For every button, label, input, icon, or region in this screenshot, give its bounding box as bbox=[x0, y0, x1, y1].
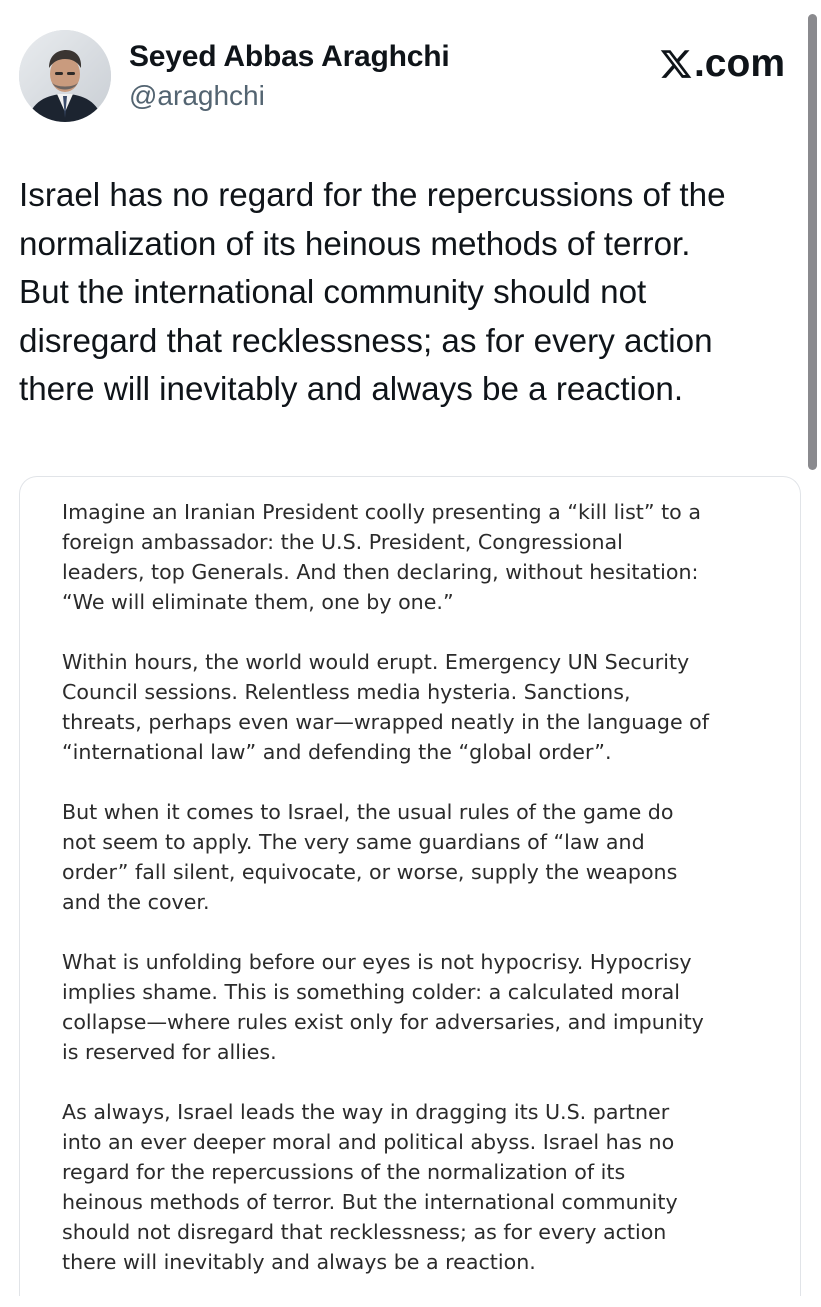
statement-line: leaders, top Generals. And then declaring, without hesitation: bbox=[62, 560, 699, 584]
post-text-line: disregard that recklessness; as for every action bbox=[19, 322, 713, 360]
statement-line: Imagine an Iranian President coolly presenting a “kill list” to a bbox=[62, 500, 701, 524]
profile-photo-icon bbox=[19, 30, 111, 122]
statement-line: “international law” and defending the “global order”. bbox=[62, 740, 612, 764]
site-brand bbox=[659, 42, 785, 86]
author-display-name[interactable]: Seyed Abbas Araghchi bbox=[129, 40, 450, 73]
statement-paragraph bbox=[62, 647, 792, 767]
statement-line: into an ever deeper moral and political abyss. Israel has no bbox=[62, 1130, 675, 1154]
statement-line: regard for the repercussions of the normalization of its bbox=[62, 1160, 626, 1184]
statement-line: Within hours, the world would erupt. Emergency UN Security bbox=[62, 650, 690, 674]
brand-domain-label: .com bbox=[693, 42, 785, 85]
statement-line: and the cover. bbox=[62, 890, 210, 914]
statement-line: is reserved for allies. bbox=[62, 1040, 277, 1064]
scrollbar[interactable] bbox=[808, 14, 817, 470]
statement-line: “We will eliminate them, one by one.” bbox=[62, 590, 454, 614]
statement-line: order” fall silent, equivocate, or worse, supply the weapons bbox=[62, 860, 678, 884]
statement-line: But when it comes to Israel, the usual rules of the game do bbox=[62, 800, 674, 824]
post-text bbox=[19, 172, 799, 415]
post-text-line: But the international community should not bbox=[19, 274, 647, 311]
statement-line: not seem to apply. The very same guardians of “law and bbox=[62, 830, 645, 854]
attached-statement-image[interactable] bbox=[19, 476, 801, 1296]
statement-line: What is unfolding before our eyes is not hypocrisy. Hypocrisy bbox=[62, 950, 692, 974]
statement-paragraph bbox=[62, 947, 792, 1067]
statement-line: collapse—where rules exist only for adversaries, and impunity bbox=[62, 1010, 704, 1034]
statement-line: there will inevitably and always be a reaction. bbox=[62, 1250, 536, 1274]
statement-line: should not disregard that recklessness; as for every action bbox=[62, 1220, 667, 1244]
statement-line: heinous methods of terror. But the international community bbox=[62, 1190, 678, 1214]
statement-line: As always, Israel leads the way in dragging its U.S. partner bbox=[62, 1100, 670, 1124]
statement-line: implies shame. This is something colder: a calculated moral bbox=[62, 980, 681, 1004]
post-text-line: Israel has no regard for the repercussions of the bbox=[19, 177, 726, 214]
author-handle[interactable]: @araghchi bbox=[129, 80, 265, 111]
post-text-line: there will inevitably and always be a reaction. bbox=[19, 371, 684, 408]
statement-body bbox=[62, 497, 792, 1307]
x-logo-icon bbox=[659, 47, 693, 81]
statement-paragraph bbox=[62, 797, 792, 917]
statement-line: foreign ambassador: the U.S. President, Congressional bbox=[62, 530, 623, 554]
statement-line: threats, perhaps even war—wrapped neatly in the language of bbox=[62, 710, 710, 734]
post-text-line: normalization of its heinous methods of terror. bbox=[19, 225, 691, 263]
statement-paragraph bbox=[62, 497, 792, 617]
statement-line: Council sessions. Relentless media hysteria. Sanctions, bbox=[62, 680, 631, 704]
statement-paragraph bbox=[62, 1097, 792, 1277]
avatar[interactable] bbox=[19, 30, 111, 122]
